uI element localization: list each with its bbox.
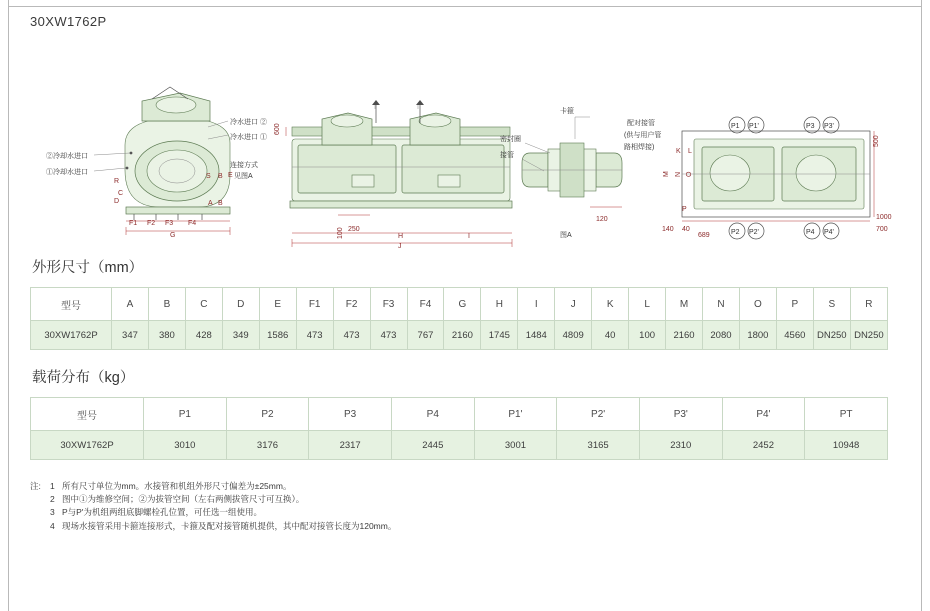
svg-text:G: G [170,232,176,239]
col-f3: F3 [370,288,407,321]
cell-p4: 2445 [391,431,474,460]
cell-j: 4809 [555,321,592,350]
col-n: N [703,288,740,321]
note-text: 现场水接管采用卡箍连接形式，卡箍及配对接管随机提供，其中配对接管长度为120mm。 [62,520,397,531]
svg-text:R: R [114,178,120,185]
cell-f3: 473 [370,321,407,350]
col-g: G [444,288,481,321]
svg-text:689: 689 [698,232,710,239]
svg-text:1000: 1000 [876,214,892,221]
cell-b: 380 [148,321,185,350]
col-j: J [555,288,592,321]
note-item [30,480,906,493]
cell-s: DN250 [813,321,850,350]
cell-c: 428 [185,321,222,350]
col-i: I [518,288,555,321]
col-s: S [813,288,850,321]
svg-text:P: P [682,206,687,213]
col-pt: PT [805,398,888,431]
col-model: 型号 [31,398,144,431]
cell-p4-prime: 2452 [722,431,805,460]
cell-p2-prime: 3165 [557,431,640,460]
label-fig-a: 图A [560,232,572,239]
note-number: 2 [50,494,55,505]
note-item [30,506,906,519]
svg-text:B: B [218,173,223,180]
svg-text:E: E [228,172,233,179]
notes-label: 注: [30,481,41,491]
col-k: K [592,288,629,321]
cell-l: 100 [629,321,666,350]
cell-p2: 3176 [226,431,309,460]
cell-model: 30XW1762P [31,321,112,350]
note-text: P与P'为机组两组底脚螺栓孔位置，可任选一组使用。 [62,507,262,518]
svg-text:C: C [118,190,124,197]
drawing-side-view [290,105,512,208]
svg-text:F4: F4 [188,220,197,227]
col-p3: P3 [309,398,392,431]
col-a: A [112,288,149,321]
col-d: D [222,288,259,321]
cell-f4: 767 [407,321,444,350]
svg-text:D: D [114,198,120,205]
load-distribution-table [30,397,888,460]
cell-a: 347 [112,321,149,350]
load-section-title: 载荷分布（kg） [32,370,135,386]
dimensions-table [30,287,888,350]
note-item [30,493,906,506]
cell-p3-prime: 2310 [639,431,722,460]
col-p: P [776,288,813,321]
svg-text:40: 40 [682,226,690,233]
svg-text:140: 140 [662,226,674,233]
cell-p1-prime: 3001 [474,431,557,460]
cell-k: 40 [592,321,629,350]
svg-text:H: H [398,233,404,240]
svg-text:700: 700 [876,226,888,233]
cell-p1: 3010 [144,431,227,460]
table-header-row [31,288,888,321]
label-seal-ring: 密封圈 [500,136,521,143]
col-model: 型号 [31,288,112,321]
col-p1-prime: P1' [474,398,557,431]
col-p4-prime: P4' [722,398,805,431]
svg-text:B: B [218,200,223,207]
svg-text:N: N [675,171,682,177]
svg-text:P1: P1 [731,123,740,130]
label-mating-pipe-note-1: (供与用户管 [624,132,662,139]
col-f1: F1 [296,288,333,321]
cell-pt: 10948 [805,431,888,460]
col-f2: F2 [333,288,370,321]
svg-text:P4: P4 [806,229,815,236]
col-h: H [481,288,518,321]
cell-i: 1484 [518,321,555,350]
label-clamp: 卡箍 [560,108,574,115]
svg-text:600: 600 [274,123,281,135]
col-p3-prime: P3' [639,398,722,431]
label-cooling-in-2: ②冷却水进口 [46,153,88,160]
note-text: 图中①为维修空间；②为拔管空间（左右两侧拔管尺寸可互换）。 [62,494,305,505]
label-connection: 连接方式 [230,162,258,169]
cell-f2: 473 [333,321,370,350]
table-row [31,431,888,460]
cell-m: 2160 [666,321,703,350]
table-header-row [31,398,888,431]
label-cooling-in-1: ①冷却水进口 [46,169,88,176]
svg-text:F1: F1 [129,220,138,227]
col-o: O [739,288,776,321]
svg-text:P3: P3 [806,123,815,130]
col-p2: P2 [226,398,309,431]
col-m: M [666,288,703,321]
drawing-end-view [125,87,230,220]
svg-text:120: 120 [596,216,608,223]
page-rule-top [8,6,922,7]
svg-text:500: 500 [873,135,880,147]
page-rule-left [8,0,9,611]
note-number: 1 [50,481,55,491]
col-l: L [629,288,666,321]
technical-drawing [30,35,906,250]
drawing-plan-view [662,117,892,239]
note-number: 4 [50,520,55,531]
notes-block [30,480,906,533]
page-title: 30XW1762P [30,14,107,29]
table-row [31,321,888,350]
svg-text:250: 250 [348,226,360,233]
page-content [30,14,906,533]
col-b: B [148,288,185,321]
svg-text:J: J [398,243,402,250]
cell-h: 1745 [481,321,518,350]
drawing-coupling-detail [500,106,661,239]
svg-text:M: M [663,171,670,177]
cell-e: 1586 [259,321,296,350]
svg-text:P3': P3' [824,123,834,130]
note-item [30,520,906,533]
note-text: 所有尺寸单位为mm。水接管和机组外形尺寸偏差为±25mm。 [62,481,292,491]
cell-o: 1800 [739,321,776,350]
svg-text:F2: F2 [147,220,156,227]
svg-text:A: A [208,200,213,207]
col-p1: P1 [144,398,227,431]
svg-text:S: S [206,173,211,180]
svg-text:P4': P4' [824,229,834,236]
col-p4: P4 [391,398,474,431]
dimensions-section-title: 外形尺寸（mm） [32,260,144,276]
col-f4: F4 [407,288,444,321]
cell-n: 2080 [703,321,740,350]
cell-r: DN250 [850,321,887,350]
svg-text:L: L [688,148,692,155]
label-nozzle: 接管 [500,152,514,159]
cell-p3: 2317 [309,431,392,460]
svg-text:P2': P2' [749,229,759,236]
svg-text:K: K [676,148,681,155]
col-r: R [850,288,887,321]
label-mating-pipe-note-2: 路相焊接) [624,144,655,151]
col-p2-prime: P2' [557,398,640,431]
label-chilled-in-2: 冷水进口 ① [230,134,267,141]
cell-d: 349 [222,321,259,350]
col-e: E [259,288,296,321]
svg-text:F3: F3 [165,220,174,227]
cell-p: 4560 [776,321,813,350]
cell-g: 2160 [444,321,481,350]
label-mating-pipe: 配对接管 [627,120,655,127]
note-number: 3 [50,507,55,518]
svg-text:100: 100 [337,227,344,239]
page-rule-right [921,0,922,611]
svg-text:P2: P2 [731,229,740,236]
svg-text:O: O [686,171,693,177]
svg-text:I: I [468,233,470,240]
col-c: C [185,288,222,321]
cell-f1: 473 [296,321,333,350]
label-view-a-ref: 见图A [234,173,253,180]
cell-model: 30XW1762P [31,431,144,460]
svg-text:P1': P1' [749,123,759,130]
label-chilled-in-1: 冷水进口 ② [230,119,267,126]
